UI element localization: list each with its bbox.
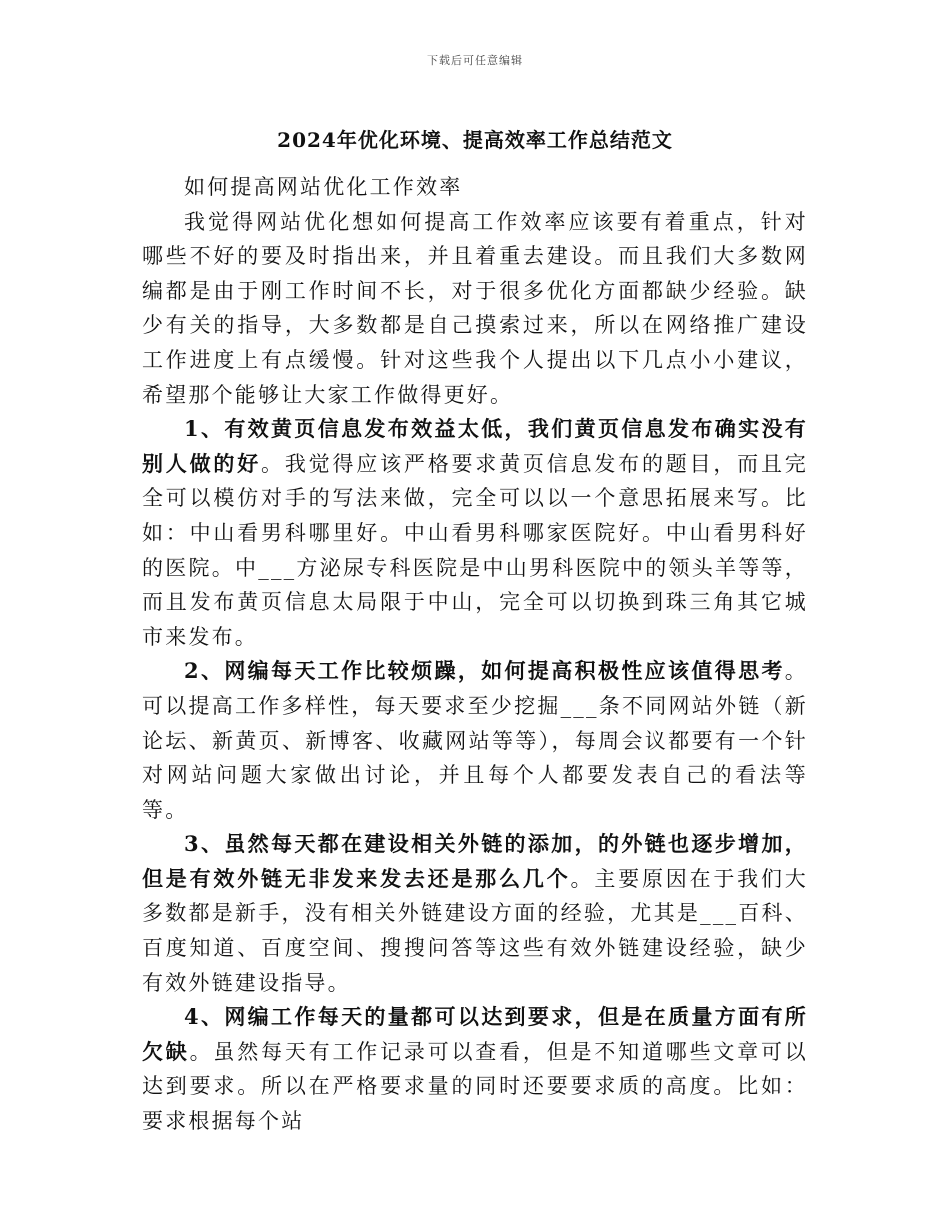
point-paragraph-4	[142, 1000, 808, 1138]
document-body	[142, 170, 808, 1139]
document-title: 2024年优化环境、提高效率工作总结范文	[277, 128, 673, 152]
point-paragraph-2	[142, 654, 808, 827]
point-lead-1: 1、有效黄页信息发布效益太低，我们黄页信息发布确实没有别人做的好	[142, 416, 808, 476]
point-paragraph-3	[142, 827, 808, 1000]
point-lead-3: 3、虽然每天都在建设相关外链的添加，的外链也逐步增加，但是有效外链无非发来发去还是那么几个	[142, 831, 808, 891]
point-text-4: 。虽然每天有工作记录可以查看，但是不知道哪些文章可以达到要求。所以在严格要求量的同时还要要求质的高度。比如：要求根据每个站	[142, 1039, 808, 1134]
point-paragraph-1	[142, 412, 808, 654]
point-text-2: 。可以提高工作多样性，每天要求至少挖掘___条不同网站外链（新论坛、新黄页、新博客、收藏网站等等），每周会议都要有一个针对网站问题大家做出讨论，并且每个人都要发表自己的看法等等。	[142, 659, 808, 822]
subtitle-paragraph: 如何提高网站优化工作效率	[184, 175, 463, 199]
point-text-3: 。主要原因在于我们大多数都是新手，没有相关外链建设方面的经验，尤其是___百科、百度知道、百度空间、搜搜问答等这些有效外链建设经验，缺少有效外链建设指导。	[142, 866, 808, 995]
point-text-1: 。我觉得应该严格要求黄页信息发布的题目，而且完全可以模仿对手的写法来做，完全可以以一个意思拓展来写。比如：中山看男科哪里好。中山看男科哪家医院好。中山看男科好的医院。中___方泌尿专科医院是中山男科医院中的领头羊等等，而且发布黄页信息太局限于中山，完全可以切换到珠三角其它城市来发布。	[142, 451, 809, 649]
point-lead-2: 2、网编每天工作比较烦躁，如何提高积极性应该值得思考	[184, 658, 785, 684]
intro-paragraph: 我觉得网站优化想如何提高工作效率应该要有着重点，针对哪些不好的要及时指出来，并且着重去建设。而且我们大多数网编都是由于刚工作时间不长，对于很多优化方面都缺少经验。缺少有关的指导，大多数都是自己摸索过来，所以在网络推广建设工作进度上有点缓慢。针对这些我个人提出以下几点小小建议，希望那个能够让大家工作做得更好。	[142, 209, 808, 407]
point-lead-4: 4、网编工作每天的量都可以达到要求，但是在质量方面有所欠缺	[142, 1004, 808, 1064]
page-header-note: 下载后可任意编辑	[427, 54, 523, 67]
